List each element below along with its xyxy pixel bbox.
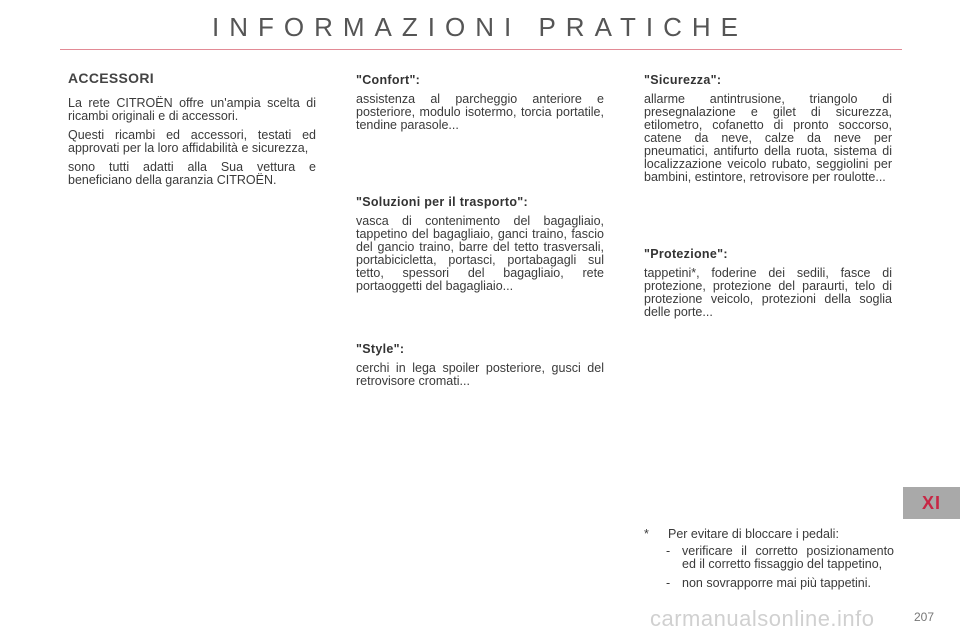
chapter-tab[interactable]: XI <box>903 487 960 519</box>
footnote-marker: * <box>644 527 649 541</box>
footnote-item-text: verificare il corretto posizionamento ed il corretto fissaggio del tappetino, <box>682 544 894 571</box>
title-rule <box>60 49 902 50</box>
trasporto-title: "Soluzioni per il trasporto": <box>356 195 528 209</box>
style-title: "Style": <box>356 342 405 356</box>
footnote-intro: Per evitare di bloccare i pedali: <box>668 527 839 541</box>
sicurezza-block <box>644 74 892 190</box>
protezione-text: tappetini*, foderine dei sedili, fasce di protezione, protezione del paraurti, telo di protezione veicolo, protezioni della soglia delle porte... <box>644 266 892 319</box>
protezione-title: "Protezione": <box>644 247 728 261</box>
footnote-list <box>644 545 894 590</box>
page-number: 207 <box>914 610 935 624</box>
style-block <box>356 343 604 394</box>
protezione-block <box>644 248 892 325</box>
confort-text: assistenza al parcheggio anteriore e posteriore, modulo isotermo, torcia portatile, tendine parasole... <box>356 92 604 132</box>
dash-marker: - <box>666 576 671 590</box>
list-item <box>644 577 894 590</box>
accessori-column <box>68 72 316 193</box>
trasporto-block <box>356 196 604 299</box>
dash-marker: - <box>666 544 671 558</box>
sicurezza-text: allarme antintrusione, triangolo di presegnalazione e gilet di sicurezza, etilometro, cofanetto di pronto soccorso, catene da neve, calze da neve per pneumatici, antifurto della ruota, sistema di localizzazione veicolo rubato, seggiolini per bambini, estintore, retrovisore per roulotte... <box>644 92 892 184</box>
section-heading: ACCESSORI <box>68 70 154 86</box>
list-item <box>644 545 894 571</box>
intro-paragraph-1: La rete CITROËN offre un'ampia scelta di ricambi originali e di accessori. <box>68 96 316 123</box>
sicurezza-title: "Sicurezza": <box>644 73 722 87</box>
style-text: cerchi in lega spoiler posteriore, gusci del retrovisore cromati... <box>356 361 604 388</box>
confort-title: "Confort": <box>356 73 421 87</box>
trasporto-text: vasca di contenimento del bagagliaio, tappetino del bagagliaio, ganci traino, fascio del gancio traino, barre del tetto trasversali, portabicicletta, portasci, portabagagli sul tetto, spessori del bagagliaio, rete portaoggetti del bagagliaio... <box>356 214 604 293</box>
intro-paragraph-3: sono tutti adatti alla Sua vettura e beneficiano della garanzia CITROËN. <box>68 160 316 187</box>
confort-block <box>356 74 604 138</box>
page-title: INFORMAZIONI PRATICHE <box>212 12 748 42</box>
footnote-item-text: non sovrapporre mai più tappetini. <box>682 576 872 590</box>
intro-paragraph-2: Questi ricambi ed accessori, testati ed approvati per la loro affidabilità e sicurezza, <box>68 128 316 155</box>
footnote <box>644 528 894 596</box>
watermark: carmanualsonline.info <box>650 606 875 631</box>
